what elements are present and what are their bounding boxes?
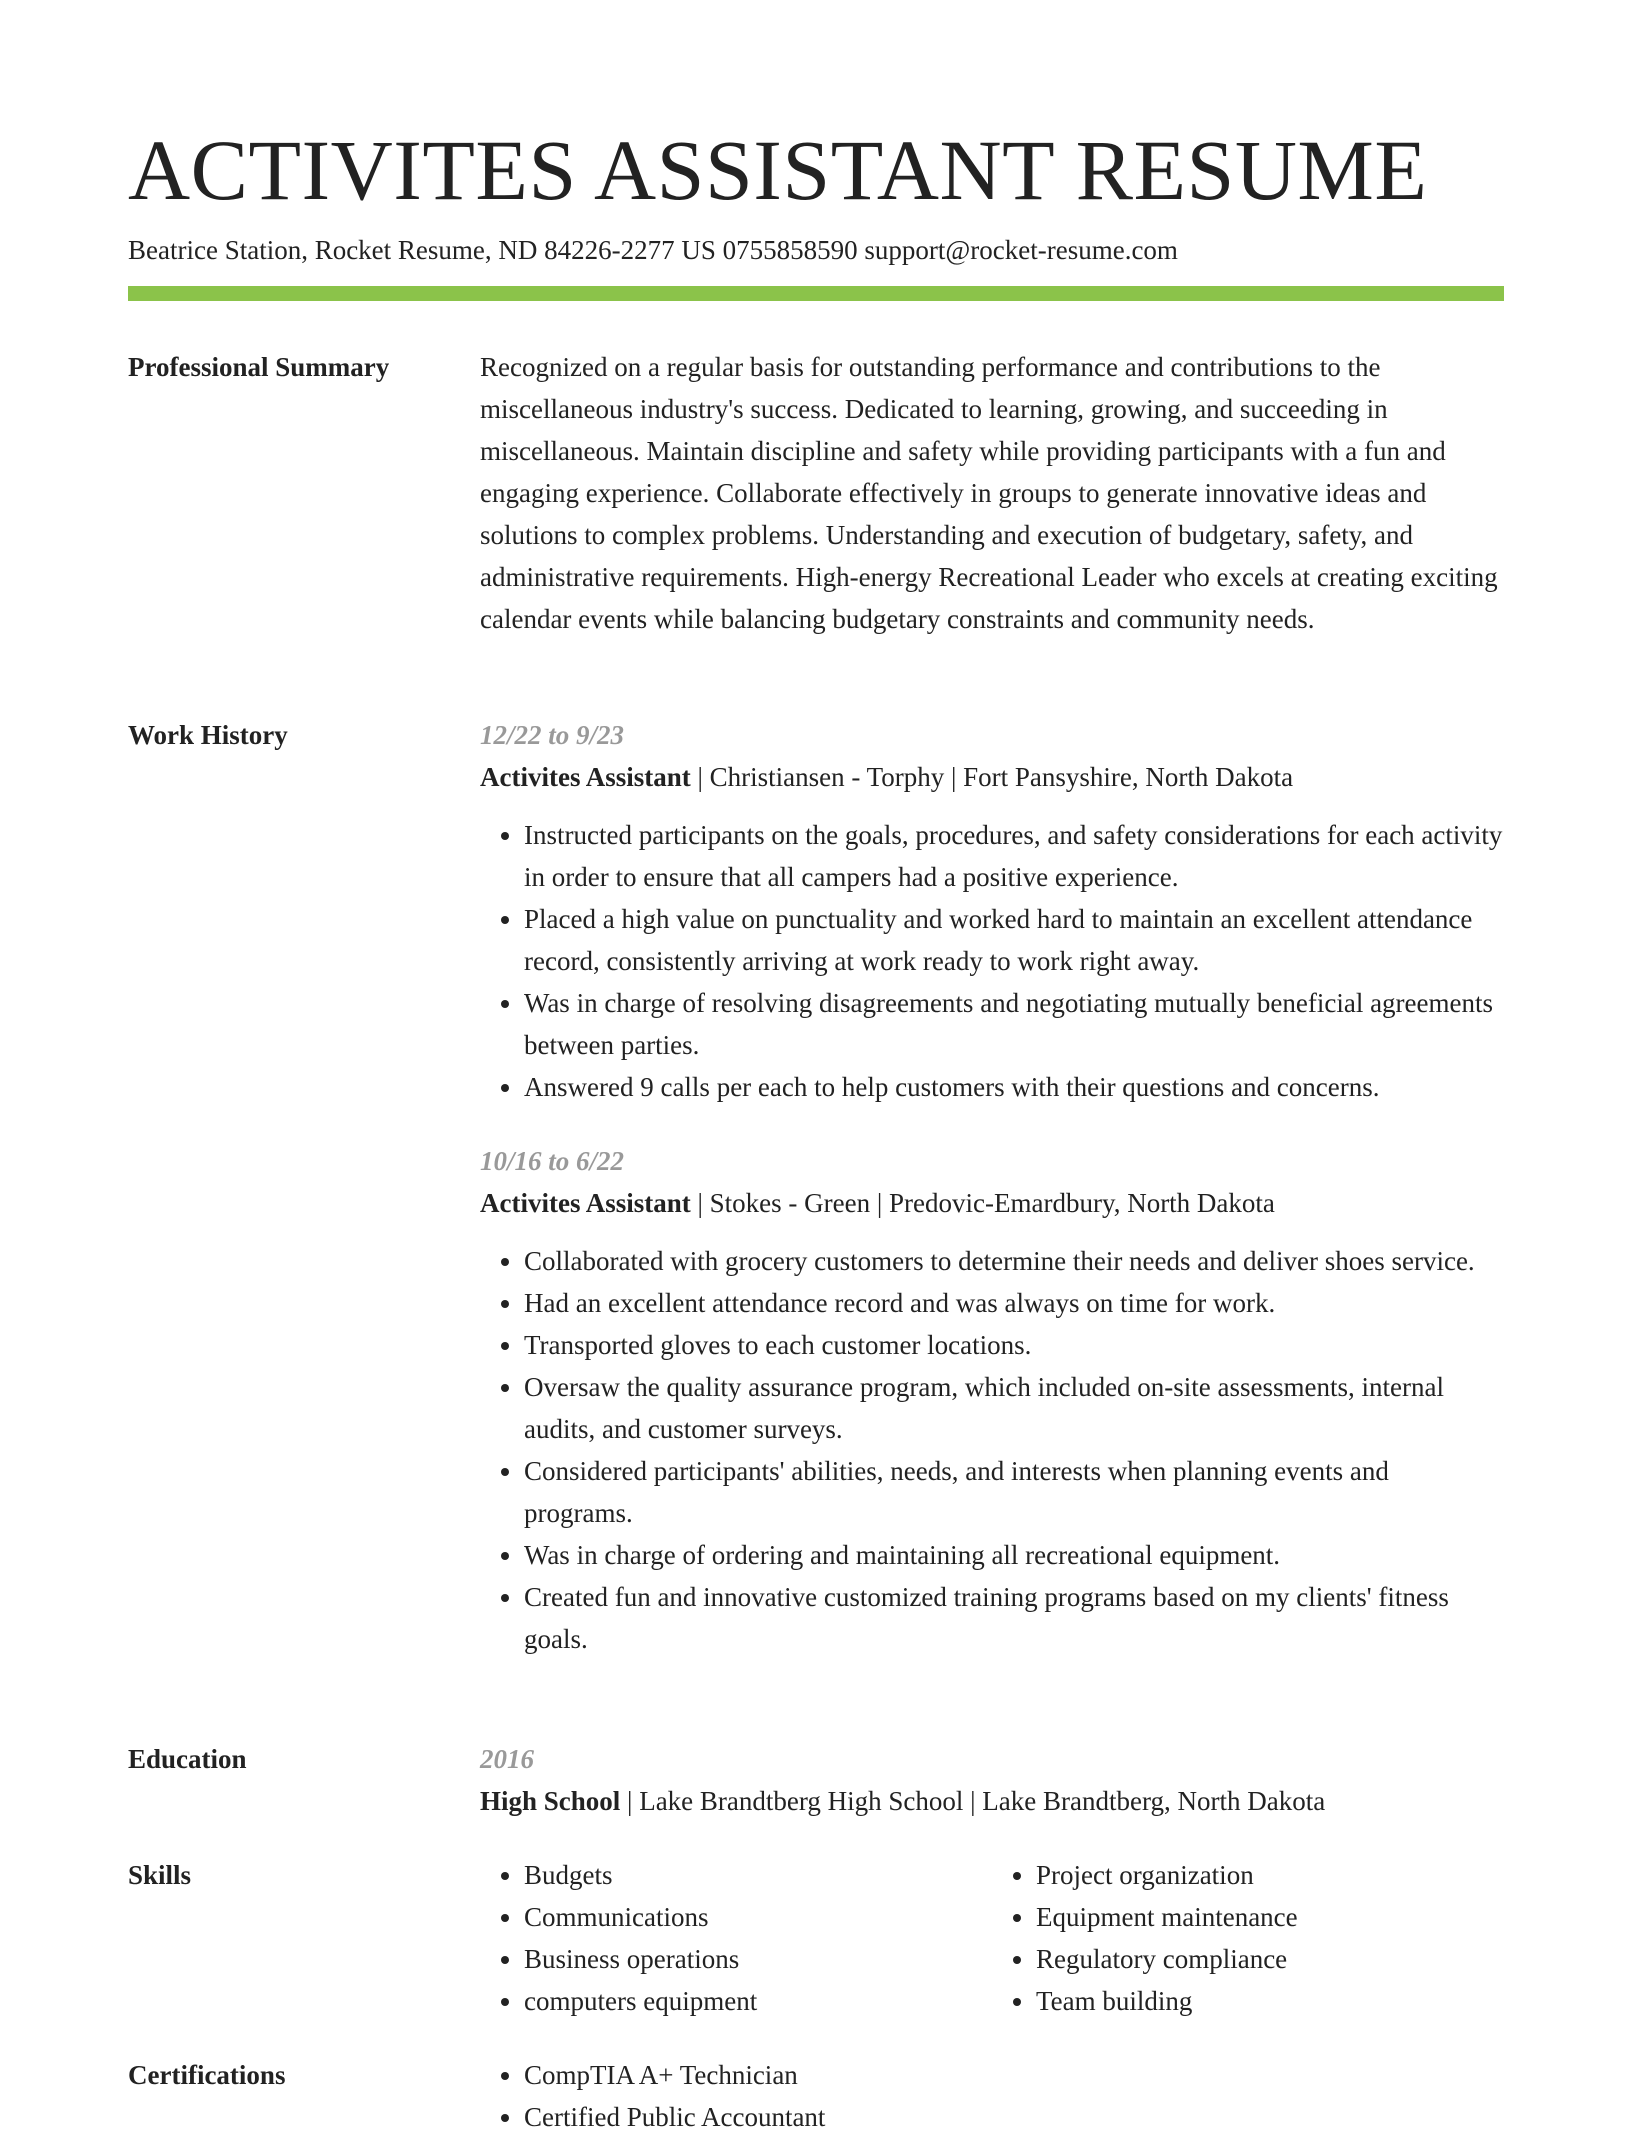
job-details: | Stokes - Green | Predovic-Emardbury, North Dakota (690, 1188, 1275, 1218)
job-title: Activites Assistant (480, 1188, 691, 1218)
skills-list-right (992, 1854, 1504, 2022)
job-details: | Christiansen - Torphy | Fort Pansyshire, North Dakota (690, 762, 1294, 792)
skill-item: • Project organization (1036, 1854, 1504, 1896)
job-dates: 12/22 to 9/23 (480, 720, 625, 750)
education-degree: High School (480, 1786, 621, 1816)
work-history-heading: Work History (128, 720, 288, 750)
certification-item: • Certified Public Accountant (524, 2096, 1504, 2138)
job-bullet: • Had an excellent attendance record and was always on time for work. (524, 1282, 1504, 1324)
job-title: Activites Assistant (480, 762, 691, 792)
job-bullet: • Created fun and innovative customized training programs based on my clients' fitness goals. (524, 1576, 1504, 1660)
job-bullet: • Was in charge of ordering and maintaining all recreational equipment. (524, 1534, 1504, 1576)
job-bullet: • Transported gloves to each customer locations. (524, 1324, 1504, 1366)
skills-list-left (480, 1854, 992, 2022)
education-year: 2016 (480, 1744, 534, 1774)
job-entry (480, 714, 1504, 1108)
certification-item: • CompTIA A+ Technician (524, 2054, 1504, 2096)
job-bullets (480, 1240, 1504, 1660)
job-entry (480, 1140, 1504, 1660)
summary-text: Recognized on a regular basis for outstanding performance and contributions to the miscellaneous industry's success. Dedicated to learning, growing, and succeeding in miscellaneous. Maintain discipline and safety while providing participants with a fun and engaging experience. Collaborate effectively in groups to generate innovative ideas and solutions to complex problems. Understanding and execution of budgetary, safety, and administrative requirements. High-energy Recreational Leader who excels at creating exciting calendar events while balancing budgetary constraints and community needs. (480, 352, 1498, 634)
resume-title: ACTIVITES ASSISTANT RESUME (128, 122, 1428, 218)
skills-heading: Skills (128, 1860, 192, 1890)
certifications-heading: Certifications (128, 2060, 286, 2090)
education-heading: Education (128, 1744, 247, 1774)
education-details: | Lake Brandtberg High School | Lake Brandtberg, North Dakota (620, 1786, 1326, 1816)
contact-line: Beatrice Station, Rocket Resume, ND 84226-2277 US 0755858590 support@rocket-resume.com (128, 235, 1178, 265)
skill-item: • Communications (524, 1896, 992, 1938)
job-bullet: • Considered participants' abilities, needs, and interests when planning events and programs. (524, 1450, 1504, 1534)
job-bullet: • Was in charge of resolving disagreements and negotiating mutually beneficial agreements between parties. (524, 982, 1504, 1066)
skill-item: • Regulatory compliance (1036, 1938, 1504, 1980)
summary-heading: Professional Summary (128, 352, 390, 382)
skill-item: • Business operations (524, 1938, 992, 1980)
skill-item: • Equipment maintenance (1036, 1896, 1504, 1938)
skill-item: • Team building (1036, 1980, 1504, 2022)
job-bullet: • Instructed participants on the goals, procedures, and safety considerations for each activity in order to ensure that all campers had a positive experience. (524, 814, 1504, 898)
job-bullets (480, 814, 1504, 1108)
job-dates: 10/16 to 6/22 (480, 1146, 625, 1176)
certifications-list (480, 2054, 1504, 2138)
job-header (480, 756, 1504, 798)
job-header (480, 1182, 1504, 1224)
job-bullet: • Placed a high value on punctuality and worked hard to maintain an excellent attendance record, consistently arriving at work ready to work right away. (524, 898, 1504, 982)
job-bullet: • Answered 9 calls per each to help customers with their questions and concerns. (524, 1066, 1504, 1108)
job-bullet: • Oversaw the quality assurance program, which included on-site assessments, internal audits, and customer surveys. (524, 1366, 1504, 1450)
education-line (480, 1780, 1504, 1822)
accent-divider (128, 286, 1504, 301)
skill-item: • computers equipment (524, 1980, 992, 2022)
job-bullet: • Collaborated with grocery customers to determine their needs and deliver shoes service. (524, 1240, 1504, 1282)
skill-item: • Budgets (524, 1854, 992, 1896)
